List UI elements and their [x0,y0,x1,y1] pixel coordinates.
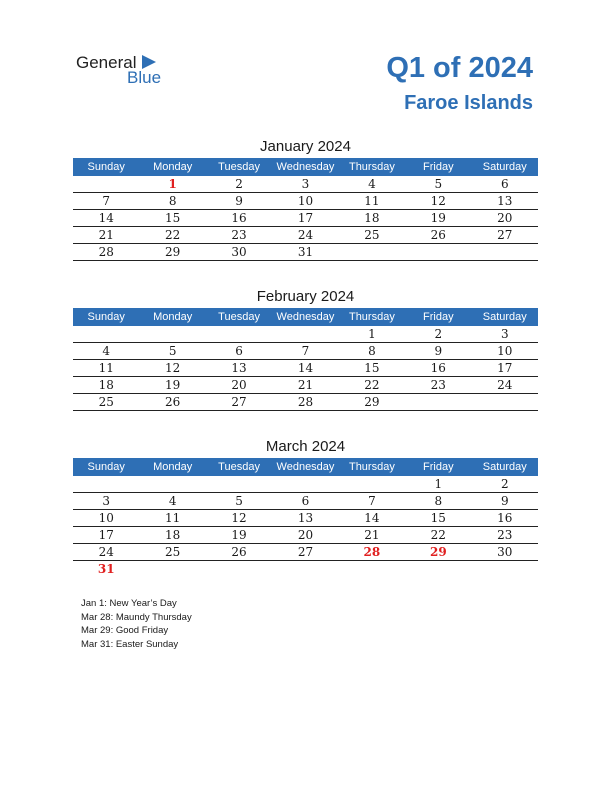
empty-day-cell [272,326,338,343]
calendar-grid [73,308,538,411]
weekday-header: Tuesday [206,308,272,326]
day-cell: 27 [272,544,338,561]
empty-day-cell [206,476,272,493]
day-cell: 2 [405,326,471,343]
day-cell: 31 [272,244,338,261]
day-cell: 13 [206,360,272,377]
week-row [73,561,538,578]
logo-word-blue: Blue [127,68,162,87]
day-cell: 8 [339,343,405,360]
weekday-header: Sunday [73,458,139,476]
day-cell: 12 [405,193,471,210]
empty-day-cell [339,561,405,578]
week-row [73,510,538,527]
day-cell: 10 [272,193,338,210]
week-row [73,244,538,261]
day-cell: 31 [97,562,115,576]
empty-day-cell [139,326,205,343]
weekday-header: Thursday [339,458,405,476]
month-title: February 2024 [256,288,355,305]
empty-day-cell [272,476,338,493]
weekday-header: Friday [405,308,471,326]
holiday-note: Mar 31: Easter Sunday [81,638,179,650]
day-cell: 20 [472,210,538,227]
empty-day-cell [405,561,471,578]
week-row [73,193,538,210]
day-cell: 10 [73,510,139,527]
day-cell: 17 [472,360,538,377]
weekday-header: Friday [405,458,471,476]
page-subtitle: Faroe Islands [404,92,533,114]
calendar-grid [73,458,538,577]
day-cell: 21 [73,227,139,244]
day-cell: 11 [139,510,205,527]
month-february [73,286,538,411]
day-cell: 15 [339,360,405,377]
day-cell: 4 [339,176,405,193]
day-cell: 6 [206,343,272,360]
day-cell: 7 [339,493,405,510]
generalblue-logo [76,53,176,89]
holiday-notes [81,597,192,651]
day-cell: 8 [139,193,205,210]
week-row [73,476,538,493]
weekday-header: Tuesday [206,158,272,176]
day-cell: 17 [272,210,338,227]
weekday-header: Monday [139,158,205,176]
day-cell: 5 [405,176,471,193]
empty-day-cell [73,476,139,493]
weekday-header: Friday [405,158,471,176]
week-row [73,544,538,561]
holiday-note: Mar 29: Good Friday [81,625,169,636]
day-cell: 7 [272,343,338,360]
day-cell: 14 [272,360,338,377]
day-cell: 14 [73,210,139,227]
weekday-header: Thursday [339,308,405,326]
day-cell: 15 [405,510,471,527]
empty-day-cell [206,326,272,343]
day-cell: 6 [272,493,338,510]
day-cell: 30 [472,544,538,561]
month-title: March 2024 [265,438,346,455]
day-cell: 22 [339,377,405,394]
weekday-header: Wednesday [272,308,338,326]
weekday-header: Wednesday [272,458,338,476]
empty-day-cell [472,244,538,261]
empty-day-cell [405,244,471,261]
day-cell: 22 [139,227,205,244]
day-cell: 20 [206,377,272,394]
day-cell: 14 [339,510,405,527]
empty-day-cell [73,176,139,193]
day-cell: 1 [139,176,205,193]
day-cell: 24 [472,377,538,394]
week-row [73,527,538,544]
day-cell: 18 [339,210,405,227]
day-cell: 29 [139,244,205,261]
weekday-header: Saturday [472,158,538,176]
weekday-header: Saturday [472,458,538,476]
holiday-note: Jan 1: New Year’s Day [81,598,177,609]
calendar-grid [73,158,538,261]
weekday-header: Sunday [73,158,139,176]
weekday-header: Monday [139,308,205,326]
day-cell: 29 [405,544,471,561]
empty-day-cell [139,476,205,493]
logo-word-general: General [76,53,137,72]
weekday-header: Wednesday [272,158,338,176]
week-row [73,227,538,244]
day-cell: 7 [73,193,139,210]
day-cell: 23 [472,527,538,544]
day-cell: 1 [339,326,405,343]
weekday-header: Sunday [73,308,139,326]
day-cell: 2 [472,476,538,493]
empty-day-cell [405,394,471,411]
day-cell: 13 [272,510,338,527]
day-cell: 4 [139,493,205,510]
day-cell: 23 [405,377,471,394]
day-cell: 27 [472,227,538,244]
day-cell: 24 [73,544,139,561]
empty-day-cell [472,561,538,578]
page-title: Q1 of 2024 [386,52,533,84]
day-cell: 28 [73,244,139,261]
day-cell: 29 [339,394,405,411]
week-row [73,493,538,510]
day-cell: 13 [472,193,538,210]
weekday-header: Monday [139,458,205,476]
day-cell: 12 [139,360,205,377]
day-cell: 3 [472,326,538,343]
day-cell: 26 [206,544,272,561]
week-row [73,343,538,360]
holiday-note: Mar 28: Maundy Thursday [81,611,192,623]
day-cell: 3 [272,176,338,193]
week-row [73,176,538,193]
day-cell: 30 [206,244,272,261]
day-cell: 18 [73,377,139,394]
empty-day-cell [472,394,538,411]
day-cell: 9 [405,343,471,360]
empty-day-cell [339,244,405,261]
empty-day-cell [206,561,272,578]
day-cell: 9 [472,493,538,510]
day-cell: 21 [339,527,405,544]
day-cell: 18 [139,527,205,544]
day-cell: 15 [139,210,205,227]
day-cell: 24 [272,227,338,244]
day-cell: 4 [73,343,139,360]
day-cell: 3 [73,493,139,510]
day-cell: 20 [272,527,338,544]
weekday-header: Tuesday [206,458,272,476]
day-cell: 25 [339,227,405,244]
day-cell: 8 [405,493,471,510]
day-cell: 19 [139,377,205,394]
empty-day-cell [272,561,338,578]
day-cell: 11 [73,360,139,377]
week-row [73,210,538,227]
day-cell: 28 [339,544,405,561]
day-cell: 1 [405,476,471,493]
day-cell: 27 [206,394,272,411]
day-cell: 22 [405,527,471,544]
day-cell: 5 [206,493,272,510]
day-cell: 16 [472,510,538,527]
day-cell: 19 [206,527,272,544]
day-cell: 25 [139,544,205,561]
empty-day-cell [73,326,139,343]
day-cell: 11 [339,193,405,210]
week-row [73,377,538,394]
day-cell: 12 [206,510,272,527]
logo-triangle-icon [142,55,156,69]
day-cell: 16 [405,360,471,377]
month-march [73,436,538,577]
day-cell: 26 [139,394,205,411]
day-cell: 16 [206,210,272,227]
day-cell: 28 [272,394,338,411]
day-cell: 10 [472,343,538,360]
day-cell: 2 [206,176,272,193]
week-row [73,326,538,343]
day-cell: 23 [206,227,272,244]
day-cell: 17 [73,527,139,544]
day-cell: 6 [472,176,538,193]
weekday-header: Thursday [339,158,405,176]
empty-day-cell [339,476,405,493]
week-row [73,360,538,377]
day-cell: 5 [139,343,205,360]
day-cell: 21 [272,377,338,394]
day-cell: 19 [405,210,471,227]
day-cell: 26 [405,227,471,244]
day-cell: 9 [206,193,272,210]
month-january [73,136,538,261]
day-cell: 25 [73,394,139,411]
empty-day-cell [139,561,205,578]
month-title: January 2024 [260,138,351,155]
week-row [73,394,538,411]
weekday-header: Saturday [472,308,538,326]
